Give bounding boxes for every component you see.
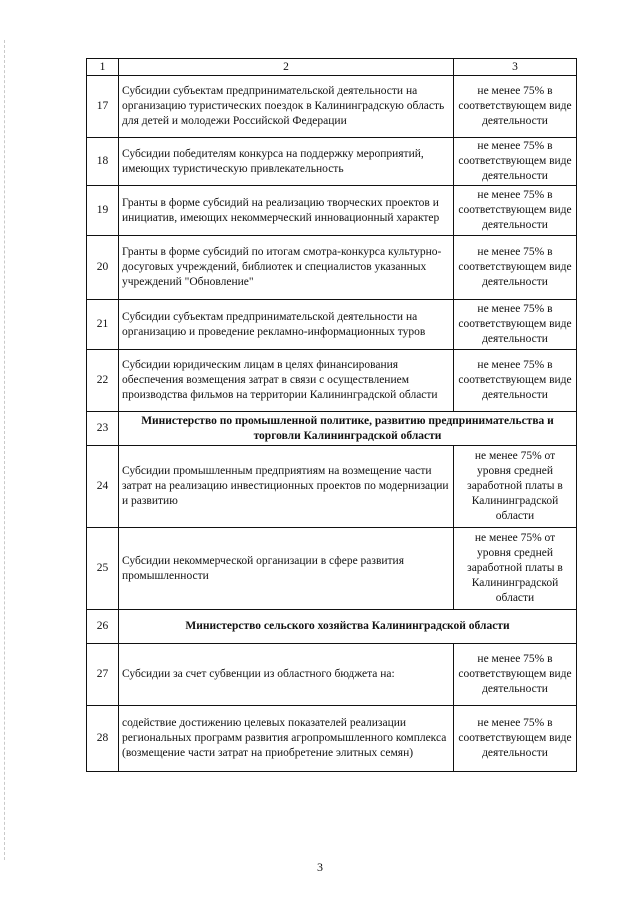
table-row (87, 138, 577, 186)
table-row (87, 644, 577, 706)
row-number: 24 (87, 446, 119, 528)
row-value: не менее 75% от уровня средней заработной платы в Калининградской области (454, 446, 577, 528)
table-row (87, 528, 577, 610)
section-row (87, 610, 577, 644)
table-header-row (87, 59, 577, 76)
row-description: Гранты в форме субсидий по итогам смотра-конкурса культурно-досуговых учреждений, библиотек и специалистов указанных учреждений "Обновление" (119, 236, 454, 300)
table-row (87, 76, 577, 138)
row-description: Субсидии некоммерческой организации в сфере развития промышленности (119, 528, 454, 610)
table-row (87, 186, 577, 236)
row-value: не менее 75% в соответствующем виде деятельности (454, 644, 577, 706)
section-heading: Министерство по промышленной политике, развитию предпринимательства и торговли Калининградской области (119, 412, 577, 446)
section-heading: Министерство сельского хозяйства Калининградской области (119, 610, 577, 644)
row-number: 27 (87, 644, 119, 706)
row-value: не менее 75% в соответствующем виде деятельности (454, 300, 577, 350)
row-value: не менее 75% в соответствующем виде деятельности (454, 186, 577, 236)
row-description: Гранты в форме субсидий на реализацию творческих проектов и инициатив, имеющих некоммерческий инновационный характер (119, 186, 454, 236)
header-col-3: 3 (454, 59, 577, 76)
row-value: не менее 75% в соответствующем виде деятельности (454, 706, 577, 772)
row-description: Субсидии субъектам предпринимательской деятельности на организацию и проведение рекламно-информационных туров (119, 300, 454, 350)
row-value: не менее 75% в соответствующем виде деятельности (454, 350, 577, 412)
section-row (87, 412, 577, 446)
header-col-2: 2 (119, 59, 454, 76)
table-row (87, 350, 577, 412)
table-row (87, 706, 577, 772)
row-value: не менее 75% от уровня средней заработной платы в Калининградской области (454, 528, 577, 610)
row-number: 17 (87, 76, 119, 138)
binding-margin-line (4, 40, 5, 860)
header-col-1: 1 (87, 59, 119, 76)
row-value: не менее 75% в соответствующем виде деятельности (454, 236, 577, 300)
page-number: 3 (317, 860, 323, 874)
row-description: содействие достижению целевых показателей реализации региональных программ развития агропромышленного комплекса (возмещение части затрат на приобретение элитных семян) (119, 706, 454, 772)
row-number: 18 (87, 138, 119, 186)
row-number: 21 (87, 300, 119, 350)
table-row (87, 236, 577, 300)
row-description: Субсидии субъектам предпринимательской деятельности на организацию туристических поездок в Калининградскую область для детей и молодежи Российской Федерации (119, 76, 454, 138)
table-row (87, 300, 577, 350)
row-description: Субсидии юридическим лицам в целях финансирования обеспечения возмещения затрат в связи с осуществлением производства фильмов на территории Калининградской области (119, 350, 454, 412)
row-number: 22 (87, 350, 119, 412)
row-description: Субсидии промышленным предприятиям на возмещение части затрат на реализацию инвестиционных проектов по модернизации и развитию (119, 446, 454, 528)
row-number: 20 (87, 236, 119, 300)
section-number: 26 (87, 610, 119, 644)
section-number: 23 (87, 412, 119, 446)
row-number: 25 (87, 528, 119, 610)
subsidy-table (86, 58, 577, 772)
row-value: не менее 75% в соответствующем виде деятельности (454, 76, 577, 138)
row-value: не менее 75% в соответствующем виде деятельности (454, 138, 577, 186)
row-description: Субсидии за счет субвенции из областного бюджета на: (119, 644, 454, 706)
table-row (87, 446, 577, 528)
row-number: 28 (87, 706, 119, 772)
row-description: Субсидии победителям конкурса на поддержку мероприятий, имеющих туристическую привлекательность (119, 138, 454, 186)
row-number: 19 (87, 186, 119, 236)
